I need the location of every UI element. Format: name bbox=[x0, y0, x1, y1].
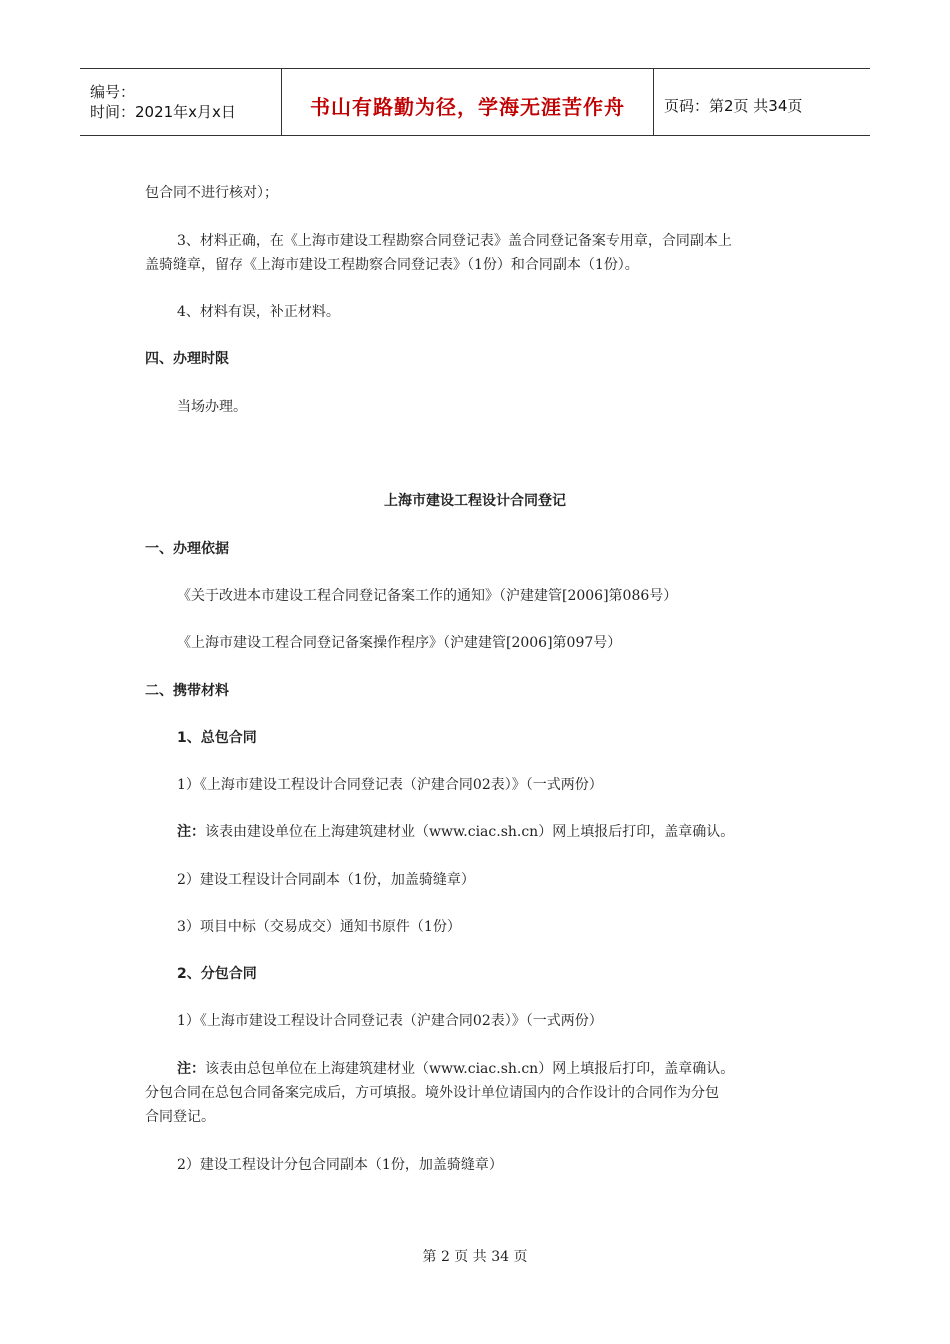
body-line: 包合同不进行核对）； bbox=[145, 185, 278, 201]
body-line: 盖骑缝章，留存《上海市建设工程勘察合同登记表》（1份）和合同副本（1份）。 bbox=[145, 257, 639, 273]
body-line: 《关于改进本市建设工程合同登记备案工作的通知》（沪建建管[2006]第086号） bbox=[177, 588, 678, 604]
body-line: 2）建设工程设计分包合同副本（1份，加盖骑缝章） bbox=[177, 1157, 503, 1173]
header-page-info: 页码：第2页 共34页 bbox=[664, 96, 803, 115]
page-footer: 第 2 页 共 34 页 bbox=[422, 1249, 528, 1265]
section-heading: 二、携带材料 bbox=[145, 683, 229, 699]
body-line: 3）项目中标（交易成交）通知书原件（1份） bbox=[177, 919, 461, 935]
section-title: 上海市建设工程设计合同登记 bbox=[384, 493, 566, 509]
note-line bbox=[177, 1058, 734, 1081]
body-line: 《上海市建设工程合同登记备案操作程序》（沪建建管[2006]第097号） bbox=[177, 635, 622, 651]
note-text: 该表由建设单位在上海建筑建材业（www.ciac.sh.cn）网上填报后打印，盖章确认。 bbox=[205, 824, 735, 840]
body-line: 2）建设工程设计合同副本（1份，加盖骑缝章） bbox=[177, 872, 475, 888]
body-line: 1）《上海市建设工程设计合同登记表（沪建合同02表）》（一式两份） bbox=[177, 1013, 603, 1029]
body-line: 1）《上海市建设工程设计合同登记表（沪建合同02表）》（一式两份） bbox=[177, 777, 603, 793]
note-label: 注： bbox=[177, 824, 205, 840]
header-motto-cell bbox=[281, 69, 654, 135]
document-header bbox=[80, 68, 870, 136]
note-label: 注： bbox=[177, 1061, 205, 1077]
section-heading: 一、办理依据 bbox=[145, 541, 229, 557]
body-line: 当场办理。 bbox=[177, 399, 247, 415]
subsection-heading: 2、分包合同 bbox=[177, 966, 257, 982]
body-line: 4、材料有误，补正材料。 bbox=[177, 304, 340, 320]
section-heading: 四、办理时限 bbox=[145, 351, 229, 367]
subsection-heading: 1、总包合同 bbox=[177, 730, 257, 746]
body-line: 合同登记。 bbox=[145, 1109, 215, 1125]
body-line: 分包合同在总包合同备案完成后，方可填报。境外设计单位请国内的合作设计的合同作为分包 bbox=[145, 1085, 719, 1101]
header-motto: 书山有路勤为径，学海无涯苦作舟 bbox=[310, 94, 625, 119]
note-text: 该表由总包单位在上海建筑建材业（www.ciac.sh.cn）网上填报后打印，盖章确认。 bbox=[205, 1061, 735, 1077]
header-date: 时间：2021年x月x日 bbox=[90, 103, 236, 121]
header-number: 编号： bbox=[90, 83, 136, 101]
header-meta bbox=[80, 69, 281, 135]
note-line bbox=[177, 821, 734, 844]
body-line: 3、材料正确，在《上海市建设工程勘察合同登记表》盖合同登记备案专用章，合同副本上 bbox=[177, 233, 732, 249]
